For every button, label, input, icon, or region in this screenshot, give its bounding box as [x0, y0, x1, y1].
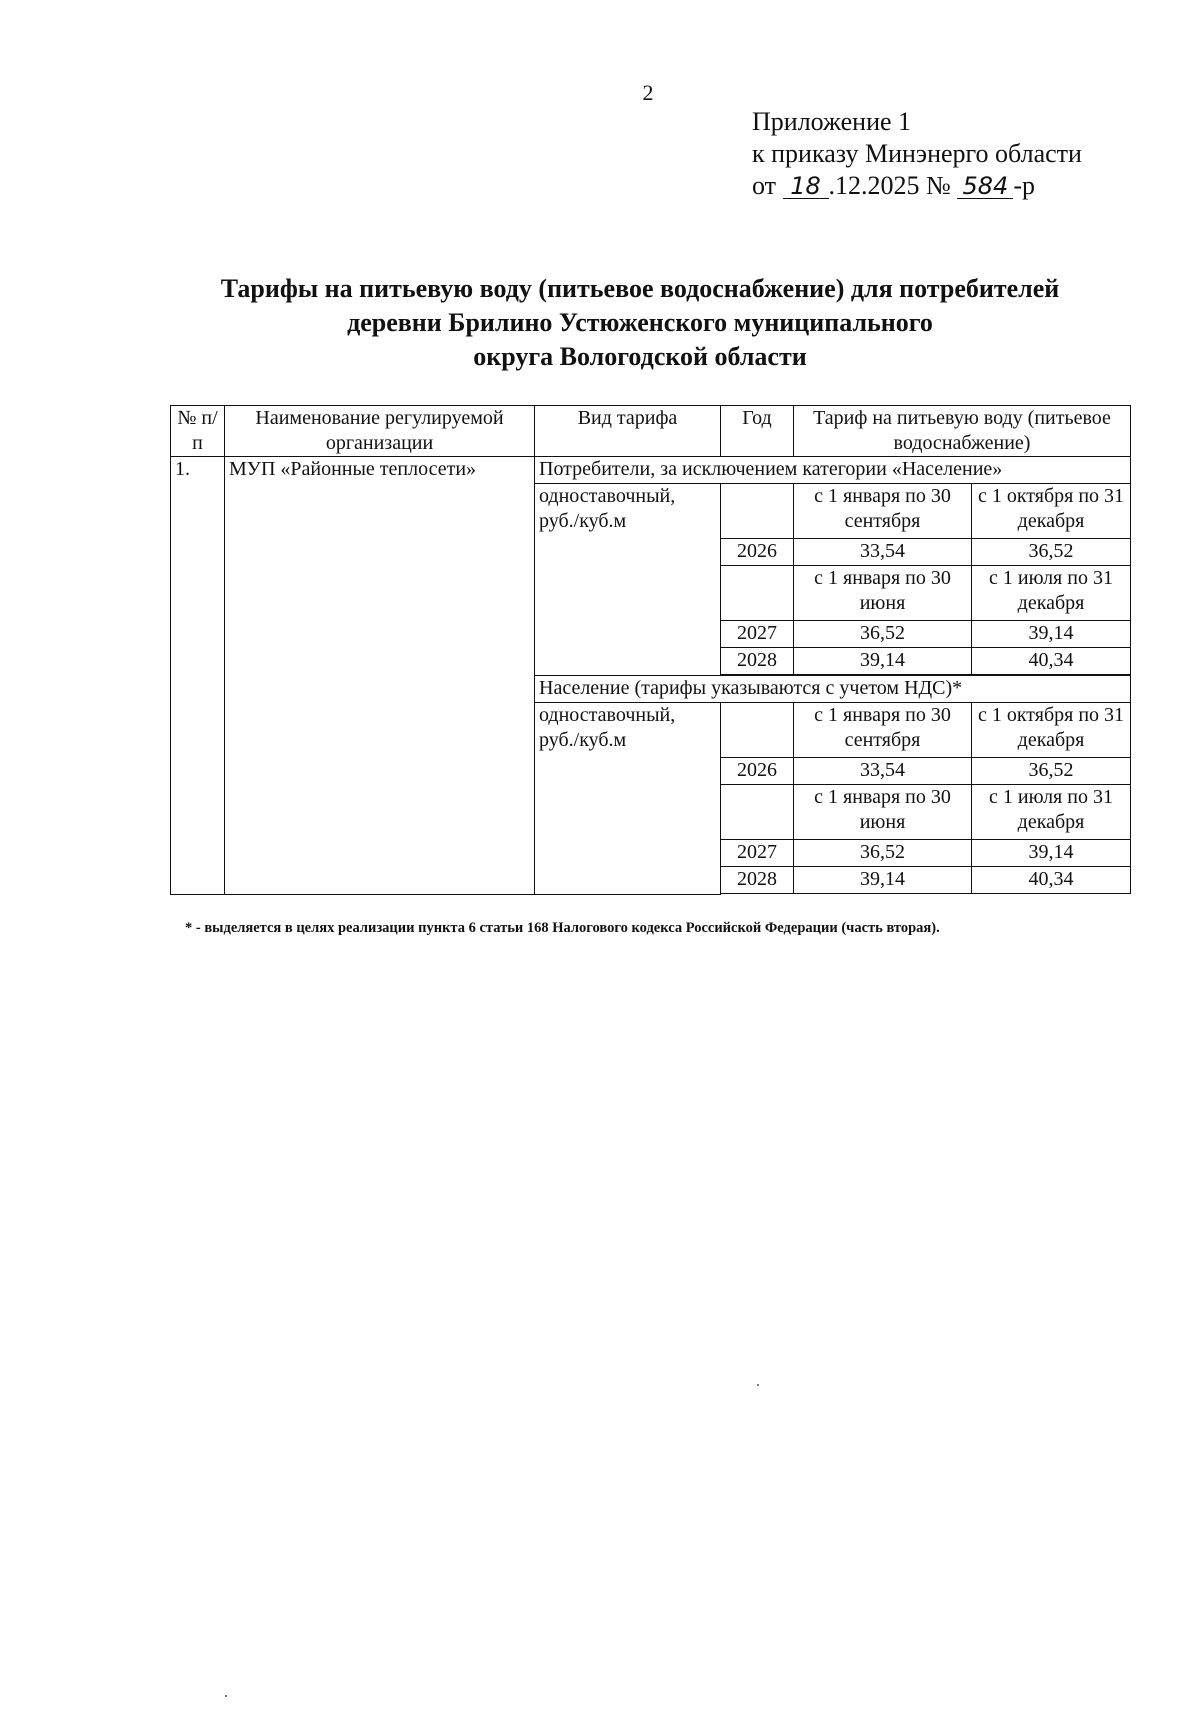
date-prefix: от [752, 171, 777, 200]
tariff-value: 39,14 [972, 621, 1131, 648]
category-heading: Потребители, за исключением категории «Население» [535, 457, 1131, 484]
period-label: с 1 июля по 31 декабря [972, 566, 1131, 621]
year-cell-empty [721, 566, 794, 621]
tariff-value: 33,54 [794, 539, 972, 566]
appendix-line1: Приложение 1 [752, 107, 912, 136]
table-header-row [171, 406, 1131, 457]
number-suffix: -р [1013, 171, 1036, 200]
footnote: * - выделяется в целях реализации пункта 6 статьи 168 Налогового кодекса Российской Федерации (часть вторая). [185, 920, 940, 936]
period-label: с 1 января по 30 июня [794, 785, 972, 840]
header-num: № п/п [171, 406, 225, 457]
tariff-type: одноставочный, руб./куб.м [535, 703, 721, 895]
document-title [150, 272, 1130, 374]
year-cell-empty [721, 785, 794, 840]
handwritten-order-number: 584 [957, 174, 1013, 199]
appendix-line2: к приказу Минэнерго области [752, 139, 1082, 168]
tariff-value: 36,52 [972, 539, 1131, 566]
header-tariff: Тариф на питьевую воду (питьевое водоснабжение) [794, 406, 1131, 457]
title-line2: деревни Брилино Устюженского муниципального [347, 308, 933, 337]
tariff-value: 36,52 [794, 621, 972, 648]
handwritten-day: 18 [783, 174, 829, 199]
header-type: Вид тарифа [535, 406, 721, 457]
organization-name: МУП «Районные теплосети» [225, 457, 535, 895]
appendix-block [752, 106, 1082, 202]
tariff-value: 39,14 [794, 867, 972, 894]
title-line3: округа Вологодской области [473, 342, 807, 371]
period-label: с 1 января по 30 сентября [794, 484, 972, 539]
period-label: с 1 октября по 31 декабря [972, 484, 1131, 539]
date-rest: .12.2025 № [828, 171, 951, 200]
category-heading: Население (тарифы указываются с учетом НДС)* [535, 676, 1131, 703]
table-row [171, 457, 1131, 484]
year-cell-empty [721, 484, 794, 539]
tariff-value: 36,52 [794, 840, 972, 867]
row-number: 1. [171, 457, 225, 895]
appendix-date-line [752, 170, 1082, 202]
scan-speck [757, 1384, 759, 1386]
tariff-value: 40,34 [972, 867, 1131, 894]
year-cell: 2028 [721, 867, 794, 894]
header-year: Год [721, 406, 794, 457]
year-cell: 2027 [721, 621, 794, 648]
period-label: с 1 октября по 31 декабря [972, 703, 1131, 758]
page-number: 2 [642, 80, 654, 105]
year-cell-empty [721, 703, 794, 758]
period-label: с 1 января по 30 сентября [794, 703, 972, 758]
header-org: Наименование регулируемой организации [225, 406, 535, 457]
tariff-value: 36,52 [972, 758, 1131, 785]
period-label: с 1 июля по 31 декабря [972, 785, 1131, 840]
year-cell: 2028 [721, 648, 794, 675]
scan-speck [225, 1695, 227, 1697]
year-cell: 2026 [721, 539, 794, 566]
year-cell: 2026 [721, 758, 794, 785]
tariff-value: 40,34 [972, 648, 1131, 675]
tariff-type: одноставочный, руб./куб.м [535, 484, 721, 676]
tariff-value: 33,54 [794, 758, 972, 785]
period-label: с 1 января по 30 июня [794, 566, 972, 621]
tariff-table [170, 405, 1131, 895]
title-line1: Тарифы на питьевую воду (питьевое водоснабжение) для потребителей [220, 274, 1060, 303]
tariff-value: 39,14 [972, 840, 1131, 867]
tariff-value: 39,14 [794, 648, 972, 675]
year-cell: 2027 [721, 840, 794, 867]
